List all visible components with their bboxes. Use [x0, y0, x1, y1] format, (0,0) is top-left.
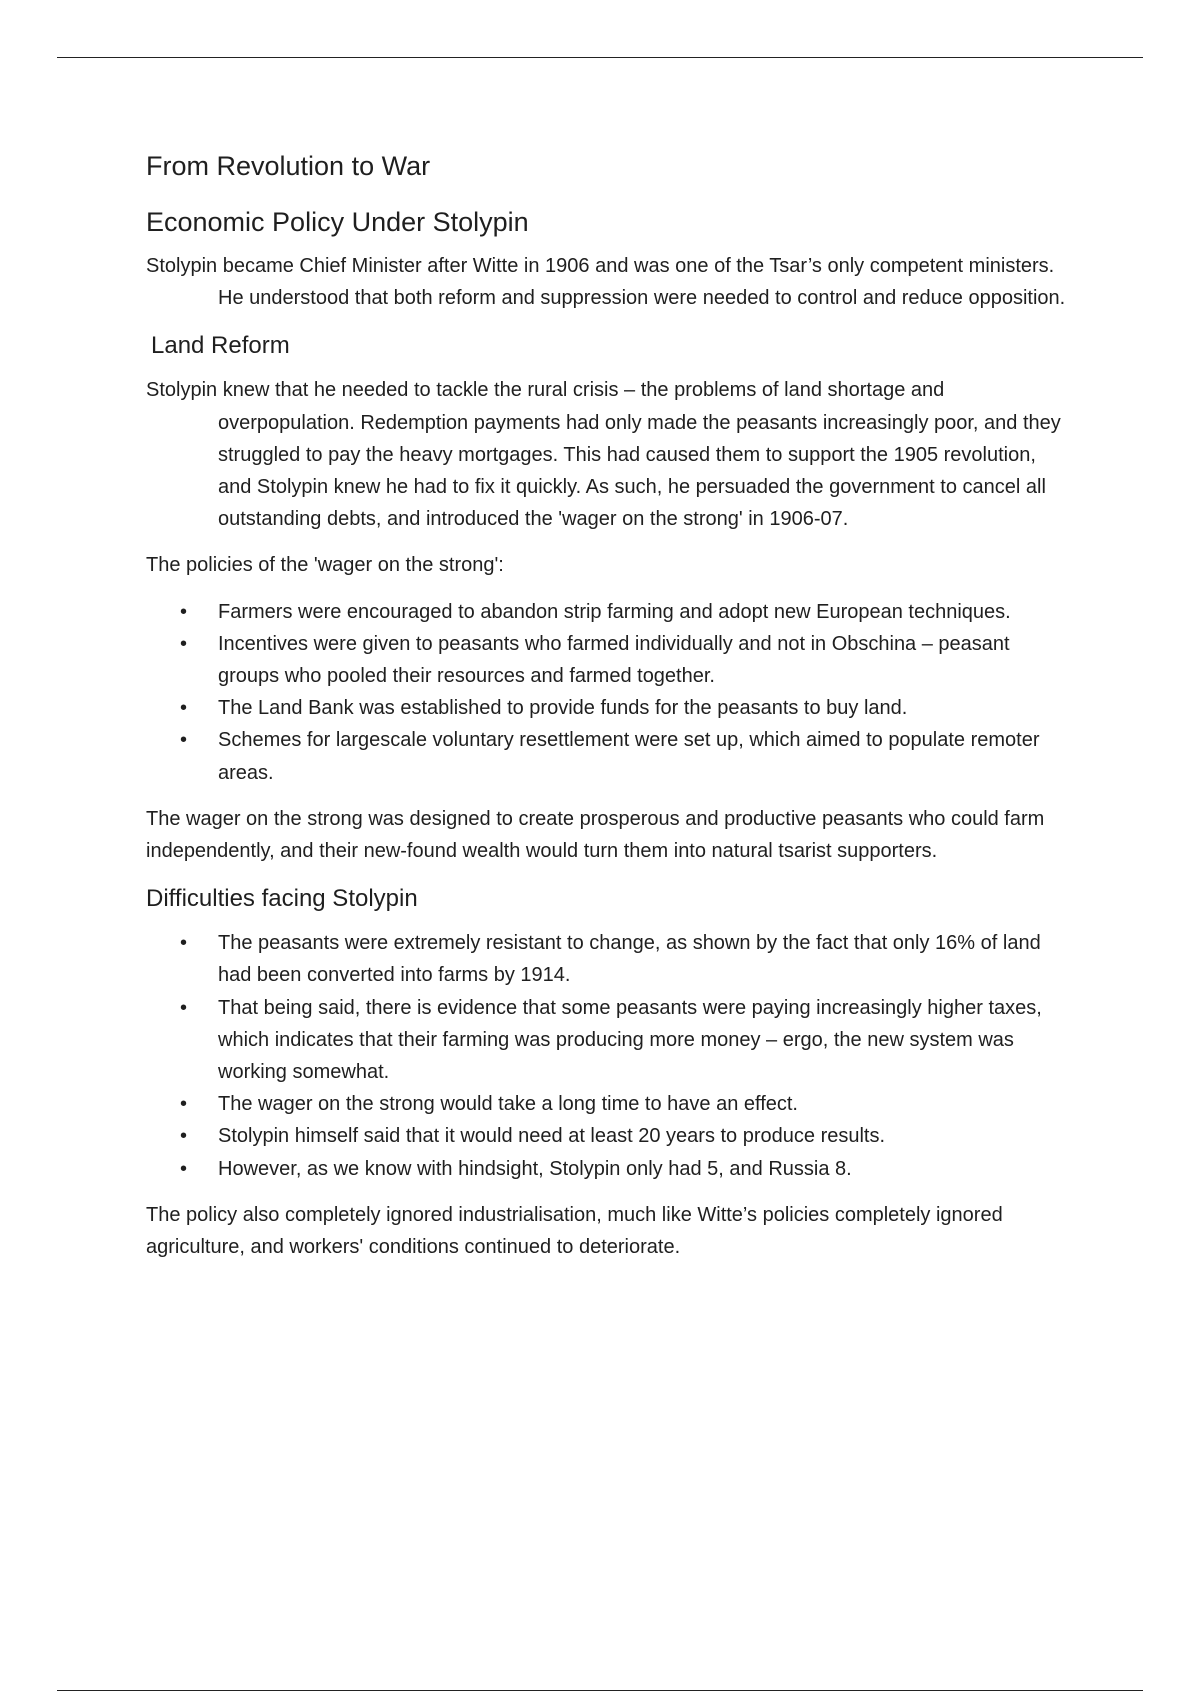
list-item: • That being said, there is evidence that some peasants were paying increasingly higher taxes, which indicates that their farming was producing more money – ergo, the new system was working somewhat. — [146, 992, 1066, 1089]
conclusion-paragraph: The policy also completely ignored industrialisation, much like Witte’s policies completely ignored agriculture, and workers' conditions continued to deteriorate. — [146, 1203, 1003, 1259]
bullet-icon: • — [180, 996, 188, 1019]
bullet-icon: • — [180, 632, 188, 655]
list-item: • Farmers were encouraged to abandon strip farming and adopt new European techniques. — [146, 596, 1066, 628]
intro-paragraph: Stolypin became Chief Minister after Witte in 1906 and was one of the Tsar’s only competent ministers. He understood that both reform and suppression were needed to control and reduce opposition. — [146, 255, 1066, 310]
document-title: From Revolution to War — [146, 151, 431, 181]
document-subtitle: Economic Policy Under Stolypin — [146, 207, 529, 237]
bullet-icon: • — [180, 1125, 188, 1148]
list-item: • Schemes for largescale voluntary resettlement were set up, which aimed to populate remoter areas. — [146, 724, 1066, 788]
document-body — [146, 146, 1066, 1277]
list-item: • However, as we know with hindsight, Stolypin only had 5, and Russia 8. — [146, 1153, 1066, 1185]
land-reform-paragraph: Stolypin knew that he needed to tackle the rural crisis – the problems of land shortage and overpopulation. Redemption payments had only made the peasants increasingly poor, and they struggled to pay the heavy mortgages. This had caused them to support the 1905 revolution, and Stolypin knew he had to fix it quickly. As such, he persuaded the government to cancel all outstanding debts, and introduced the 'wager on the strong' in 1906-07. — [146, 379, 1061, 531]
bullet-icon: • — [180, 932, 188, 955]
list-item: • The peasants were extremely resistant to change, as shown by the fact that only 16% of land had been converted into farms by 1914. — [146, 927, 1066, 991]
difficulties-heading: Difficulties facing Stolypin — [146, 885, 418, 913]
difficulties-list — [146, 927, 1066, 1185]
bullet-icon: • — [180, 1157, 188, 1180]
list-item: • Stolypin himself said that it would need at least 20 years to produce results. — [146, 1120, 1066, 1152]
list-item: • The wager on the strong would take a long time to have an effect. — [146, 1088, 1066, 1120]
header-rule — [57, 57, 1143, 58]
policies-intro: The policies of the 'wager on the strong': — [146, 554, 504, 577]
land-reform-heading: Land Reform — [151, 332, 290, 360]
summary-paragraph: The wager on the strong was designed to create prosperous and productive peasants who could farm independently, and their new-found wealth would turn them into natural tsarist supporters. — [146, 807, 1045, 863]
policies-list — [146, 596, 1066, 789]
bullet-icon: • — [180, 1093, 188, 1116]
bullet-icon: • — [180, 697, 188, 720]
list-item: • Incentives were given to peasants who farmed individually and not in Obschina – peasant groups who pooled their resources and farmed together. — [146, 628, 1066, 692]
bullet-icon: • — [180, 729, 188, 752]
list-item: • The Land Bank was established to provide funds for the peasants to buy land. — [146, 692, 1066, 724]
bullet-icon: • — [180, 600, 188, 623]
footer-rule — [57, 1690, 1143, 1691]
